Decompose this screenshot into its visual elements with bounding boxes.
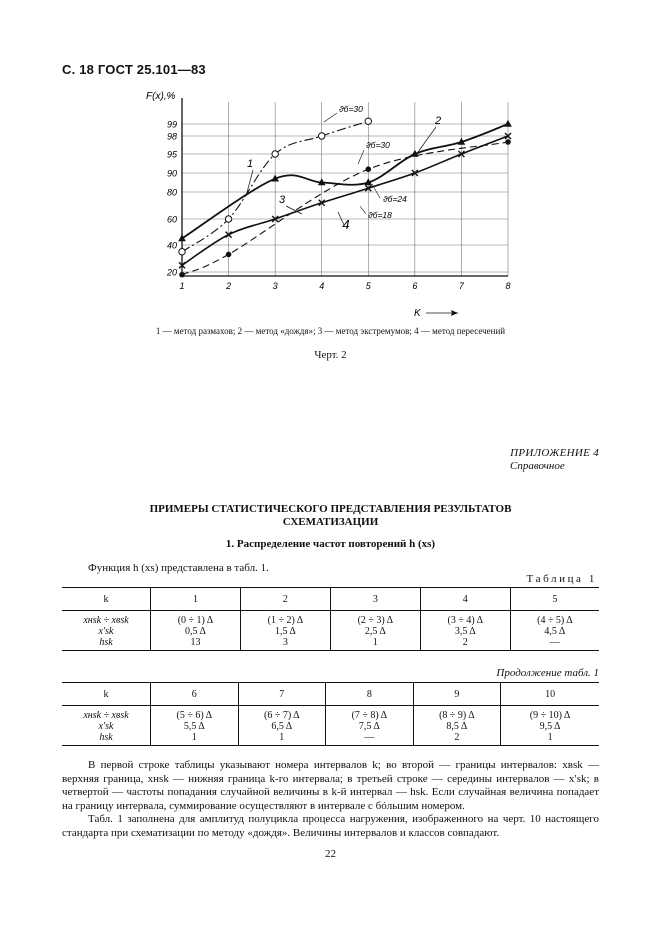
table1-row-labels: [62, 611, 151, 651]
cell-value: (4 ÷ 5) Δ: [537, 615, 573, 626]
chart-legend: 1 — метод размахов; 2 — метод «дождя»; 3 — метод экстремумов; 4 — метод пересечений: [155, 326, 506, 336]
table2-cell: [151, 706, 239, 746]
cell-value: (1 ÷ 2) Δ: [267, 615, 304, 626]
annotation-label: ϑб=18: [368, 210, 392, 220]
page-header: С. 18 ГОСТ 25.101—83: [62, 62, 206, 77]
y-tick-label: 80: [166, 187, 177, 198]
page-number: 22: [325, 848, 336, 860]
table1-header-cell: 3: [330, 588, 420, 611]
marker-filled-circle: [365, 166, 371, 172]
chart-markers: [178, 118, 512, 278]
cell-value: 8,5 Δ: [446, 721, 468, 732]
cell-value: 0,5 Δ: [185, 626, 206, 637]
annotation-leader: [360, 206, 366, 214]
marker-open-circle: [272, 151, 278, 157]
table2-cell: [501, 706, 599, 746]
paragraph-text: В первой строке таблицы указывают номера интервалов k; во второй — границы интервалов: xвsk — верхняя граница, xнsk — нижняя граница k-го интервала; в третьей строке — середины интервалов — x′sk; в четвертой — частоты попадания случайной величины в k-й интервал — hsk. Если случайная величина попадает на границу интервала, суммирование осуществляют в интервале с бóльшим номером.: [62, 759, 599, 812]
x-axis-arrowhead: [451, 310, 458, 316]
table2-header-cell: 9: [413, 683, 501, 706]
cell-value: 1: [547, 732, 553, 743]
y-tick-label: 20: [166, 267, 177, 278]
cell-value: (7 ÷ 8) Δ: [351, 710, 388, 721]
table1-cell: [330, 611, 420, 651]
table1-header-cell: 1: [151, 588, 241, 611]
cell-value: 6,5 Δ: [271, 721, 293, 732]
cell-value: 4,5 Δ: [544, 626, 566, 637]
cell-value: 2: [454, 732, 460, 743]
table1-header-cell: 2: [240, 588, 330, 611]
paragraph-text: Табл. 1 заполнена для амплитуд полуцикла процесса нагружения, изображенного на черт. 10 настоящего стандарта при схематизации по методу «дождя». Величины интервалов и классов совпадают.: [62, 813, 599, 839]
table2-cell: [413, 706, 501, 746]
marker-filled-circle: [505, 139, 511, 145]
table2-header-cell: 7: [238, 683, 326, 706]
row-label: x′sk: [98, 626, 114, 637]
y-tick-label: 90: [166, 168, 177, 179]
row-label: xнsk ÷ xвsk: [83, 615, 129, 626]
table1-cell: [240, 611, 330, 651]
table2-cell: [238, 706, 326, 746]
y-tick-label: 98: [166, 131, 177, 142]
cell-value: (6 ÷ 7) Δ: [264, 710, 300, 721]
x-tick-label: 2: [226, 281, 232, 291]
curve-number-label: 4: [342, 217, 350, 232]
section-heading-line1: ПРИМЕРЫ СТАТИСТИЧЕСКОГО ПРЕДСТАВЛЕНИЯ РЕЗУЛЬТАТОВ: [149, 503, 512, 515]
paragraph-2: [62, 813, 599, 840]
cell-value: (3 ÷ 4) Δ: [447, 615, 484, 626]
cell-value: 2: [462, 637, 468, 648]
cell-value: (2 ÷ 3) Δ: [357, 615, 394, 626]
cell-value: 1: [191, 732, 197, 743]
cell-value: 5,5 Δ: [183, 721, 205, 732]
row-label: xнsk ÷ xвsk: [83, 710, 129, 721]
curve-number-label: 1: [246, 158, 254, 170]
chart-labels: [146, 91, 511, 318]
chart-caption: Черт. 2: [314, 349, 347, 361]
table2-header-cell: 6: [151, 683, 239, 706]
y-tick-label: 40: [166, 240, 177, 251]
cell-value: (9 ÷ 10) Δ: [529, 710, 571, 721]
row-label: x′sk: [98, 721, 114, 732]
annotation-leader: [324, 113, 337, 122]
x-tick-label: 3: [272, 281, 278, 291]
annotation-label: ϑб=30: [366, 140, 390, 150]
cell-value: 13: [190, 637, 201, 648]
marker-open-circle: [319, 133, 325, 139]
appendix-title: ПРИЛОЖЕНИЕ 4: [510, 447, 599, 459]
cell-value: 7,5 Δ: [358, 721, 380, 732]
table1-cell: [420, 611, 510, 651]
marker-filled-circle: [179, 272, 185, 278]
table2-row-labels: [62, 706, 151, 746]
cell-value: 1: [279, 732, 285, 743]
subsection-heading: 1. Распределение частот повторений h (xs): [225, 538, 436, 550]
section-heading-line2: СХЕМАТИЗАЦИИ: [282, 516, 379, 528]
annotation-leader: [358, 150, 364, 164]
table2-header-cell: 10: [501, 683, 599, 706]
y-tick-label: 95: [166, 149, 177, 160]
marker-filled-triangle: [504, 120, 512, 127]
cell-value: 1: [372, 637, 378, 648]
annotation-label: ϑб=30: [339, 104, 363, 114]
cell-value: (0 ÷ 1) Δ: [177, 615, 214, 626]
cell-value: 1,5 Δ: [274, 626, 296, 637]
y-axis-label: F(x),%: [146, 91, 176, 102]
cell-value: 2,5 Δ: [364, 626, 386, 637]
table1: [62, 587, 599, 651]
y-tick-label: 60: [166, 214, 177, 225]
table1-continuation-label: Продолжение табл. 1: [496, 667, 599, 679]
x-tick-label: 7: [458, 281, 464, 291]
chart-grid: [182, 98, 508, 276]
x-axis-label: K: [414, 308, 421, 318]
cell-value: 9,5 Δ: [539, 721, 561, 732]
table1-header-cell: k: [62, 588, 151, 611]
table1-cell: [151, 611, 241, 651]
cell-value: 3,5 Δ: [454, 626, 476, 637]
marker-open-circle: [179, 249, 185, 255]
intro-text: Функция h (xs) представлена в табл. 1.: [88, 562, 269, 574]
table1-cell: [510, 611, 599, 651]
cell-value: —: [364, 732, 375, 743]
curve-number-label: 2: [434, 115, 442, 127]
table2-cell: [326, 706, 414, 746]
section-heading: [0, 503, 661, 529]
table1-header-cell: 5: [510, 588, 599, 611]
annotation-label: ϑб=24: [383, 194, 407, 204]
x-tick-label: 6: [412, 281, 418, 291]
table2-header-cell: 8: [326, 683, 414, 706]
marker-open-circle: [225, 216, 231, 222]
curve-number-label: 3: [278, 194, 286, 206]
cell-value: (8 ÷ 9) Δ: [439, 710, 475, 721]
cell-value: (5 ÷ 6) Δ: [176, 710, 213, 721]
x-tick-label: 4: [319, 281, 325, 291]
table2-header-cell: k: [62, 683, 151, 706]
paragraph-1: [62, 759, 599, 813]
row-label: hsk: [99, 732, 113, 743]
x-tick-label: 1: [179, 281, 185, 291]
cdf-chart: [140, 88, 520, 318]
table1-label: Таблица 1: [526, 573, 597, 585]
marker-open-circle: [365, 118, 371, 124]
marker-filled-circle: [226, 252, 232, 258]
x-tick-label: 8: [505, 281, 511, 291]
table1-header-cell: 4: [420, 588, 510, 611]
appendix-subtitle: Справочное: [510, 460, 565, 472]
table1-continuation: [62, 682, 599, 746]
x-tick-label: 5: [365, 281, 371, 291]
y-tick-label: 99: [166, 119, 177, 130]
cell-value: 3: [282, 637, 288, 648]
cell-value: —: [549, 637, 560, 648]
row-label: hsk: [99, 637, 113, 648]
